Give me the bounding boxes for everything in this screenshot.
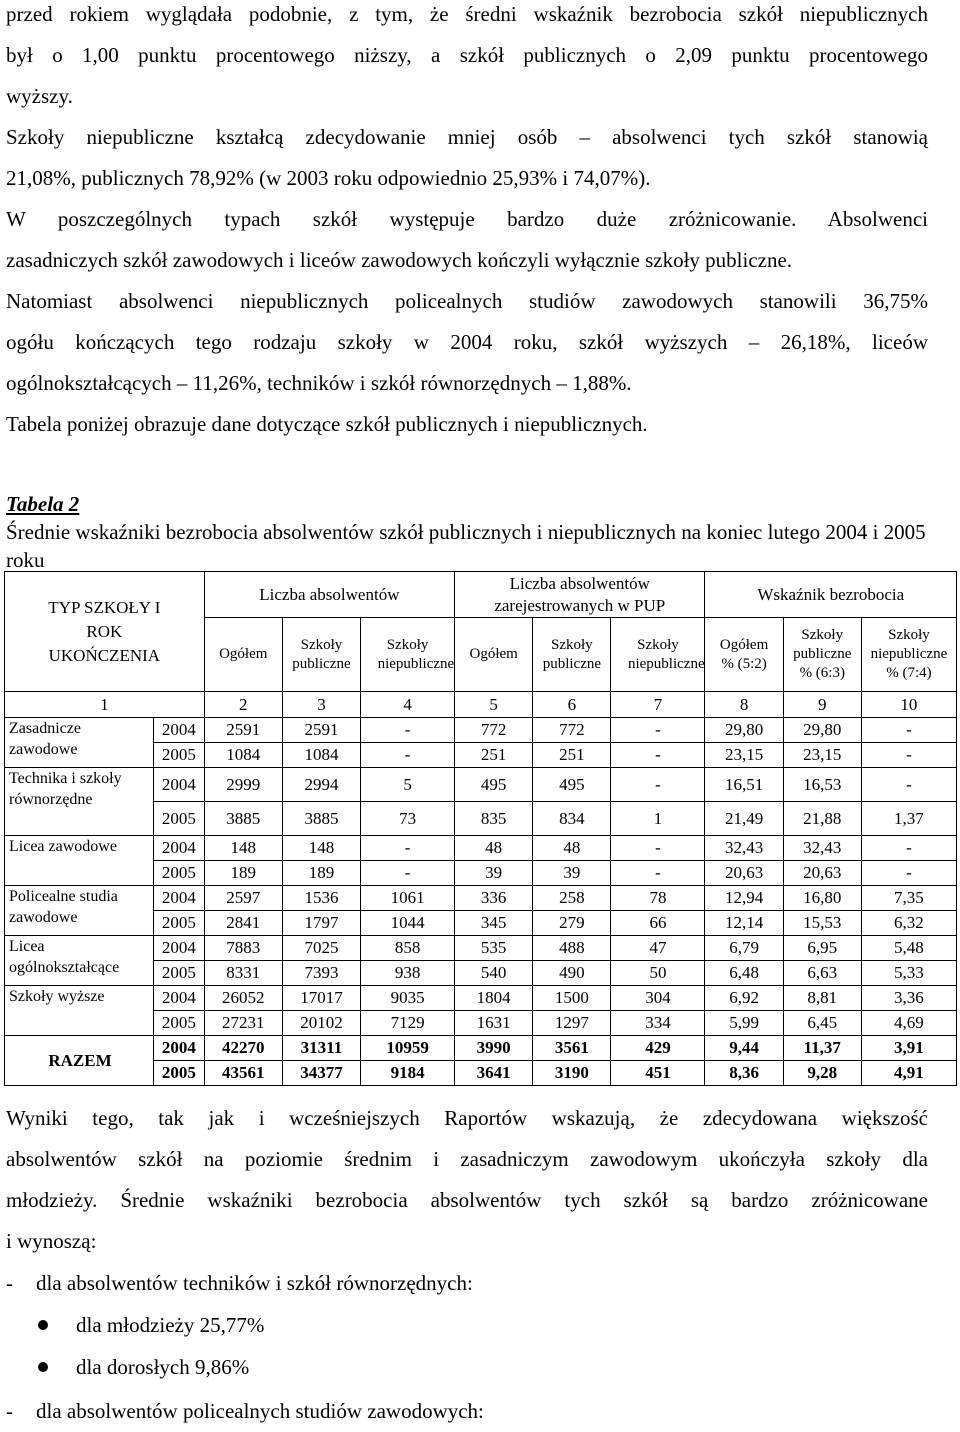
value-cell: 48 [455,836,533,861]
value-cell: 8,81 [783,986,861,1011]
school-type-label: Technika i szkoły równorzędne [5,768,154,836]
value-cell: 772 [455,718,533,743]
value-cell: 5 [361,768,455,802]
value-cell: 1061 [361,886,455,911]
value-cell: 251 [455,743,533,768]
value-cell: 4,69 [861,1011,956,1036]
header-rate-publ [783,618,861,692]
header-group-rate: Wskaźnik bezrobocia [705,572,957,618]
value-cell: 42270 [204,1036,282,1061]
value-cell: - [611,861,705,886]
year-cell: 2005 [153,861,204,886]
text-line: Wyniki tego, tak jak i wcześniejszych Raportów wskazują, że zdecydowana większość [6,1106,928,1130]
value-cell: 16,53 [783,768,861,802]
value-cell: 251 [533,743,611,768]
value-cell: - [861,718,956,743]
list-item-text: dla młodzieży 25,77% [76,1313,265,1337]
value-cell: 6,32 [861,911,956,936]
school-type-label: Zasadnicze zawodowe [5,718,154,768]
list-item-text: dla dorosłych 9,86% [76,1355,250,1379]
value-cell: 1804 [455,986,533,1011]
value-cell: 12,94 [705,886,783,911]
header-publiczne-label: Szkoły publiczne [292,636,351,672]
table-description: Średnie wskaźniki bezrobocia absolwentów szkół publicznych i niepublicznych na koniec lutego 2004 i 2005 roku [6,520,926,572]
text-line: przed rokiem wyglądała podobnie, z tym, że średni wskaźnik bezrobocia szkół niepublicznych [6,2,928,26]
value-cell: 66 [611,911,705,936]
value-cell: 279 [533,911,611,936]
dash-marker: - [6,1399,13,1423]
value-cell: 47 [611,936,705,961]
value-cell: 9035 [361,986,455,1011]
header-group-registered [455,572,705,618]
text-line: 21,08%, publicznych 78,92% (w 2003 roku odpowiednio 25,93% i 74,07%). [6,166,651,190]
value-cell: 8331 [204,961,282,986]
value-cell: 29,80 [783,718,861,743]
header-niepubliczne-label: Szkoły niepubliczne [377,636,455,672]
value-cell: - [611,768,705,802]
value-cell: 835 [455,802,533,836]
header-niepubliczne-label: Szkoły niepubliczne [627,636,705,672]
col-number: 9 [783,692,861,718]
value-cell: 6,92 [705,986,783,1011]
value-cell: 21,49 [705,802,783,836]
value-cell: 23,15 [705,743,783,768]
value-cell: 5,33 [861,961,956,986]
col-number: 10 [861,692,956,718]
header-ogolem-2: Ogółem [455,618,533,692]
school-type-label: Licea zawodowe [5,836,154,886]
table-row [5,886,957,911]
table-header-row [5,572,957,618]
header-publiczne-2 [533,618,611,692]
value-cell: 9184 [361,1061,455,1086]
value-cell: 15,53 [783,911,861,936]
value-cell: 4,91 [861,1061,956,1086]
school-type-label: RAZEM [5,1036,154,1086]
value-cell: 50 [611,961,705,986]
value-cell: 20102 [282,1011,360,1036]
value-cell: 345 [455,911,533,936]
value-cell: 148 [282,836,360,861]
value-cell: - [611,836,705,861]
list-item [6,1263,473,1304]
value-cell: 20,63 [705,861,783,886]
value-cell: 7393 [282,961,360,986]
text-line: Szkoły niepubliczne kształcą zdecydowanie mniej osób – absolwenci tych szkół stanowią [6,125,928,149]
value-cell: - [361,861,455,886]
value-cell: 21,88 [783,802,861,836]
value-cell: 12,14 [705,911,783,936]
col-number: 5 [455,692,533,718]
value-cell: 7,35 [861,886,956,911]
value-cell: 451 [611,1061,705,1086]
value-cell: 334 [611,1011,705,1036]
col-number: 1 [5,692,205,718]
value-cell: 336 [455,886,533,911]
school-type-label: Licea ogólnokształcące [5,936,154,986]
value-cell: - [611,718,705,743]
value-cell: 16,80 [783,886,861,911]
header-publiczne-label: Szkoły publiczne [542,636,602,672]
value-cell: 6,95 [783,936,861,961]
value-cell: 32,43 [705,836,783,861]
school-type-label: Policealne studia zawodowe [5,886,154,936]
value-cell: 7025 [282,936,360,961]
value-cell: 258 [533,886,611,911]
col-number: 2 [204,692,282,718]
value-cell: 938 [361,961,455,986]
col-number: 7 [611,692,705,718]
bottom-paragraph [6,1098,928,1262]
year-cell: 2005 [153,911,204,936]
list-item-text: dla absolwentów techników i szkół równorzędnych: [36,1271,473,1295]
value-cell: 490 [533,961,611,986]
value-cell: 39 [533,861,611,886]
text-line: wyższy. [6,84,73,108]
header-group-registered-label: Liczba absolwentów zarejestrowanych w PUP [494,573,666,615]
value-cell: 3990 [455,1036,533,1061]
value-cell: 6,79 [705,936,783,961]
value-cell: 834 [533,802,611,836]
value-cell: - [611,743,705,768]
value-cell: 1084 [204,743,282,768]
value-cell: 48 [533,836,611,861]
value-cell: 31311 [282,1036,360,1061]
year-cell: 2004 [153,836,204,861]
value-cell: - [361,718,455,743]
year-cell: 2004 [153,886,204,911]
value-cell: 7129 [361,1011,455,1036]
value-cell: - [861,743,956,768]
value-cell: 3190 [533,1061,611,1086]
text-line: ogółu kończących tego rodzaju szkoły w 2004 roku, szkół wyższych – 26,18%, liceów [6,330,928,354]
header-type [5,572,205,692]
table-row [5,1036,957,1061]
text-line: Tabela poniżej obrazuje dane dotyczące szkół publicznych i niepublicznych. [6,412,648,436]
value-cell: 6,45 [783,1011,861,1036]
table-caption [6,490,946,574]
header-rate-ogolem [705,618,783,692]
year-cell: 2005 [153,743,204,768]
value-cell: 1536 [282,886,360,911]
value-cell: 3,91 [861,1036,956,1061]
list-item [6,1391,484,1432]
value-cell: 189 [282,861,360,886]
year-cell: 2004 [153,768,204,802]
year-cell: 2004 [153,1036,204,1061]
value-cell: - [861,836,956,861]
value-cell: 495 [455,768,533,802]
text-line: W poszczególnych typach szkół występuje bardzo duże zróżnicowanie. Absolwenci [6,207,928,231]
table-title: Tabela 2 [6,492,80,516]
value-cell: 858 [361,936,455,961]
value-cell: 148 [204,836,282,861]
list-item [38,1347,249,1388]
value-cell: 6,48 [705,961,783,986]
unemployment-table [4,571,957,1086]
year-cell: 2004 [153,718,204,743]
value-cell: - [361,743,455,768]
header-type-label: TYP SZKOŁY I ROK UKOŃCZENIA [48,597,161,665]
value-cell: 2591 [282,718,360,743]
text-line: był o 1,00 punktu procentowego niższy, a szkół publicznych o 2,09 punktu procentowego [6,43,928,67]
value-cell: 2841 [204,911,282,936]
value-cell: 189 [204,861,282,886]
value-cell: 772 [533,718,611,743]
value-cell: 17017 [282,986,360,1011]
value-cell: 9,28 [783,1061,861,1086]
text-line: młodzieży. Średnie wskaźniki bezrobocia absolwentów tych szkół są bardzo zróżnicowane [6,1188,928,1212]
value-cell: 20,63 [783,861,861,886]
value-cell: 6,63 [783,961,861,986]
value-cell: 488 [533,936,611,961]
table-row [5,768,957,802]
value-cell: 39 [455,861,533,886]
list-item [38,1305,264,1346]
year-cell: 2005 [153,961,204,986]
value-cell: 9,44 [705,1036,783,1061]
value-cell: 1631 [455,1011,533,1036]
value-cell: 3885 [204,802,282,836]
value-cell: 304 [611,986,705,1011]
dash-marker: - [6,1271,13,1295]
bullet-icon [38,1320,48,1330]
value-cell: 1,37 [861,802,956,836]
col-number: 8 [705,692,783,718]
header-rate-niepubl [861,618,956,692]
value-cell: 429 [611,1036,705,1061]
year-cell: 2005 [153,1061,204,1086]
value-cell: 23,15 [783,743,861,768]
table-row [5,986,957,1011]
header-rate-publ-label: Szkoły publiczne % (6:3) [793,627,852,681]
value-cell: 26052 [204,986,282,1011]
table-body [5,718,957,1086]
value-cell: - [861,768,956,802]
value-cell: 16,51 [705,768,783,802]
value-cell: 3641 [455,1061,533,1086]
col-number: 6 [533,692,611,718]
value-cell: 78 [611,886,705,911]
col-number: 4 [361,692,455,718]
header-niepubliczne-2 [611,618,705,692]
header-publiczne [282,618,360,692]
value-cell: 1297 [533,1011,611,1036]
value-cell: 73 [361,802,455,836]
value-cell: 535 [455,936,533,961]
value-cell: 3885 [282,802,360,836]
value-cell: 8,36 [705,1061,783,1086]
value-cell: 540 [455,961,533,986]
value-cell: 1797 [282,911,360,936]
list-item-text: dla absolwentów policealnych studiów zawodowych: [36,1399,484,1423]
value-cell: 1084 [282,743,360,768]
bullet-icon [38,1362,48,1372]
header-group-graduates: Liczba absolwentów [204,572,454,618]
header-rate-niepubl-label: Szkoły niepubliczne % (7:4) [870,627,948,681]
year-cell: 2005 [153,1011,204,1036]
value-cell: 34377 [282,1061,360,1086]
text-line: zasadniczych szkół zawodowych i liceów zawodowych kończyli wyłącznie szkoły publiczne. [6,248,793,272]
value-cell: 5,99 [705,1011,783,1036]
text-line: ogólnokształcących – 11,26%, techników i szkół równorzędnych – 1,88%. [6,371,632,395]
value-cell: 10959 [361,1036,455,1061]
header-niepubliczne [361,618,455,692]
value-cell: 2999 [204,768,282,802]
text-line: absolwentów szkół na poziomie średnim i zasadniczym zawodowym ukończyła szkoły dla [6,1147,928,1171]
year-cell: 2005 [153,802,204,836]
value-cell: 1044 [361,911,455,936]
header-rate-ogolem-label: Ogółem % (5:2) [719,636,769,672]
table-row [5,836,957,861]
value-cell: 29,80 [705,718,783,743]
value-cell: 5,48 [861,936,956,961]
header-ogolem: Ogółem [204,618,282,692]
table-row [5,936,957,961]
value-cell: - [861,861,956,886]
value-cell: 27231 [204,1011,282,1036]
value-cell: 32,43 [783,836,861,861]
value-cell: 3561 [533,1036,611,1061]
value-cell: 2591 [204,718,282,743]
column-number-row [5,692,957,718]
value-cell: 7883 [204,936,282,961]
value-cell: - [361,836,455,861]
text-line: i wynoszą: [6,1229,97,1253]
school-type-label: Szkoły wyższe [5,986,154,1036]
value-cell: 11,37 [783,1036,861,1061]
value-cell: 2994 [282,768,360,802]
value-cell: 43561 [204,1061,282,1086]
value-cell: 3,36 [861,986,956,1011]
value-cell: 2597 [204,886,282,911]
value-cell: 495 [533,768,611,802]
year-cell: 2004 [153,986,204,1011]
value-cell: 1500 [533,986,611,1011]
year-cell: 2004 [153,936,204,961]
col-number: 3 [282,692,360,718]
value-cell: 1 [611,802,705,836]
top-paragraph [6,0,928,445]
text-line: Natomiast absolwenci niepublicznych policealnych studiów zawodowych stanowili 36,75% [6,289,928,313]
table-row [5,718,957,743]
